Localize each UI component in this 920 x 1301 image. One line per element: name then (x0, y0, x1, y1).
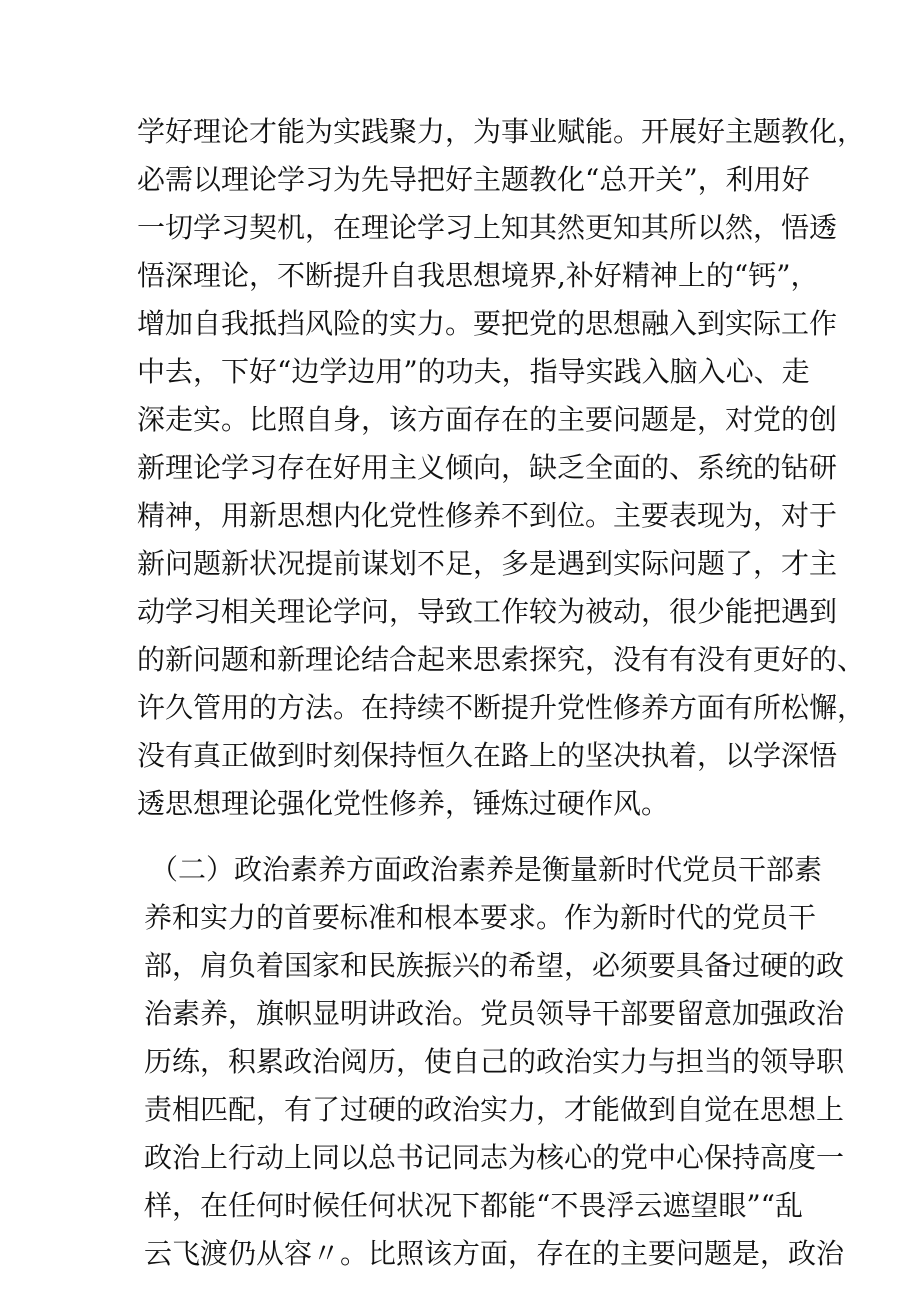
paragraph-line: 政治上行动上同以总书记同志为核心的党中心保持高度一 (144, 1141, 845, 1174)
paragraph-line: 动学习相关理论学问，导致工作较为被动，很少能把遇到 (137, 595, 838, 628)
paragraph-line: 治素养，旗帜显明讲政治。党员领导干部要留意加强政治 (144, 997, 845, 1030)
paragraph-line: 必需以理论学习为先导把好主题教化“总开关”，利用好 (137, 163, 810, 196)
paragraph-line: 云飞渡仍从容〃。比照该方面，存在的主要问题是，政治 (144, 1237, 845, 1270)
paragraph-line: 样，在任何时候任何状况下都能“不畏浮云遮望眼”“乱 (144, 1189, 803, 1222)
paragraph-line: 没有真正做到时刻保持恒久在路上的坚决执着，以学深悟 (137, 739, 838, 772)
paragraph-line: 新理论学习存在好用主义倾向，缺乏全面的、系统的钻研 (137, 451, 838, 484)
paragraph-political-quality (0, 846, 920, 1278)
paragraph-line: 新问题新状况提前谋划不足，多是遇到实际问题了，才主 (137, 547, 838, 580)
paragraph-line: 养和实力的首要标准和根本要求。作为新时代的党员干 (144, 901, 817, 934)
paragraph-line: （二）政治素养方面政治素养是衡量新时代党员干部素 (150, 853, 823, 886)
paragraph-line: 历练，积累政治阅历，使自己的政治实力与担当的领导职 (144, 1045, 845, 1078)
paragraph-line: 悟深理论，不断提升自我思想境界,补好精神上的“钙”， (137, 259, 819, 292)
paragraph-line: 增加自我抵挡风险的实力。要把党的思想融入到实际工作 (137, 307, 838, 340)
paragraph-line: 学好理论才能为实践聚力，为事业赋能。开展好主题教化， (137, 115, 866, 148)
paragraph-theory-study (0, 108, 920, 828)
paragraph-line: 许久管用的方法。在持续不断提升党性修养方面有所松懈， (137, 691, 866, 724)
paragraph-line: 责相匹配，有了过硬的政治实力，才能做到自觉在思想上 (144, 1093, 845, 1126)
paragraph-line: 中去，下好“边学边用”的功夫，指导实践入脑入心、走 (137, 355, 810, 388)
paragraph-line: 透思想理论强化党性修养，锤炼过硬作风。 (137, 787, 670, 820)
paragraph-line: 部，肩负着国家和民族振兴的希望，必须要具备过硬的政 (144, 949, 845, 982)
paragraph-line: 深走实。比照自身，该方面存在的主要问题是，对党的创 (137, 403, 838, 436)
paragraph-line: 一切学习契机，在理论学习上知其然更知其所以然，悟透 (137, 211, 838, 244)
paragraph-line: 的新问题和新理论结合起来思索探究，没有有没有更好的、 (137, 643, 866, 676)
paragraph-line: 精神，用新思想内化党性修养不到位。主要表现为，对于 (137, 499, 838, 532)
